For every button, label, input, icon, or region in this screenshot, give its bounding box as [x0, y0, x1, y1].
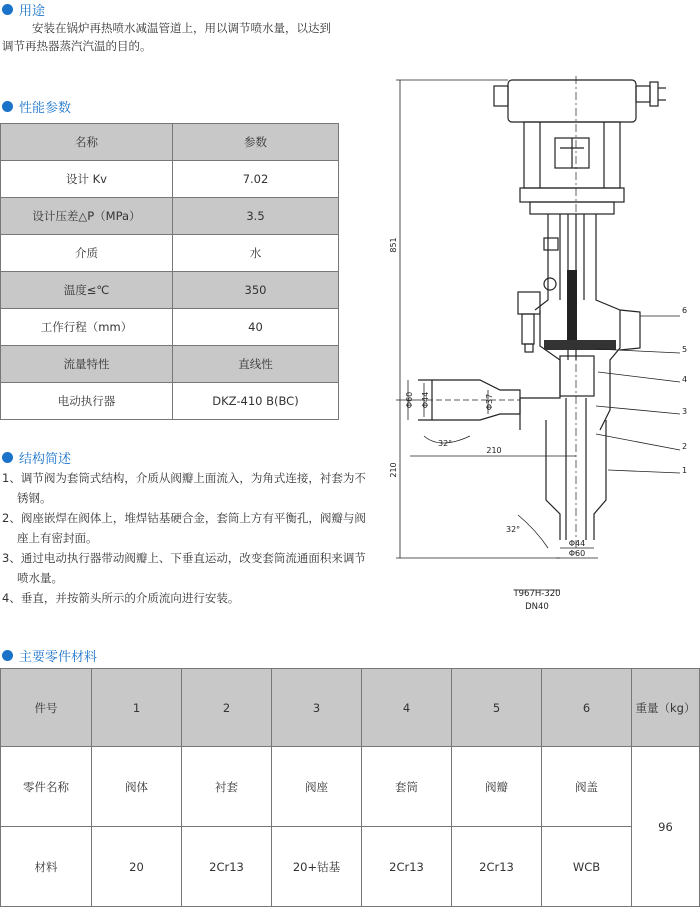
- table-row: [1, 747, 700, 827]
- param-name: 流量特性: [1, 346, 173, 383]
- part-label: 2: [682, 442, 688, 451]
- list-item: 2、阀座嵌焊在阀体上，堆焊钴基硬合金，套筒上方有平衡孔，阀瓣与阀座上有密封面。: [2, 511, 366, 545]
- part-label: 6: [682, 306, 688, 315]
- angle-outlet: 32°: [506, 525, 521, 534]
- table-row: [1, 198, 339, 235]
- part-no: 5: [452, 669, 542, 747]
- valve-yoke: [518, 214, 620, 360]
- usage-title: 用途: [2, 0, 45, 19]
- param-name: 温度≤℃: [1, 272, 173, 309]
- weight-label: 重量（kg）: [632, 669, 700, 747]
- param-name: 电动执行器: [1, 383, 173, 420]
- part-label: 5: [682, 345, 688, 354]
- part-no: 2: [182, 669, 272, 747]
- part-name: 阀体: [92, 747, 182, 827]
- dim-210-vertical: 210: [389, 462, 398, 478]
- part-material: WCB: [542, 827, 632, 907]
- part-name: 阀座: [272, 747, 362, 827]
- valve-body: [520, 310, 640, 540]
- param-name: 设计 Kv: [1, 161, 173, 198]
- table-row: [1, 272, 339, 309]
- param-value: 7.02: [173, 161, 339, 198]
- table-row: [1, 827, 700, 907]
- table-row: [1, 235, 339, 272]
- bullet-dot-icon: [2, 101, 13, 112]
- leader-lines: [596, 316, 680, 473]
- part-name: 阀瓣: [452, 747, 542, 827]
- part-no: 4: [362, 669, 452, 747]
- list-item: 4、垂直，并按箭头所示的介质流向进行安装。: [2, 591, 240, 605]
- param-name: 设计压差△P（MPa）: [1, 198, 173, 235]
- dim-phi44-outlet: Φ44: [568, 539, 586, 548]
- part-no: 1: [92, 669, 182, 747]
- params-table: [0, 123, 339, 420]
- part-no-label: 件号: [1, 669, 92, 747]
- table-row: [1, 309, 339, 346]
- params-title: 性能参数: [2, 97, 71, 116]
- dim-phi44-inlet: Φ44: [421, 391, 430, 409]
- part-name: 套筒: [362, 747, 452, 827]
- part-material: 20: [92, 827, 182, 907]
- list-item: 3、通过电动执行器带动阀瓣上、下垂直运动，改变套筒流通面积来调节喷水量。: [2, 551, 366, 585]
- material-label: 材料: [1, 827, 92, 907]
- bullet-dot-icon: [2, 650, 13, 661]
- valve-drawing: [380, 70, 700, 630]
- part-no: 3: [272, 669, 362, 747]
- materials-header-row: [1, 669, 700, 747]
- param-value: 水: [173, 235, 339, 272]
- actuator-body: [520, 122, 624, 214]
- usage-text: 安装在锅炉再热喷水减温管道上，用以调节喷水量，以达到调节再热器蒸汽汽温的目的。: [2, 21, 331, 53]
- bullet-dot-icon: [2, 4, 13, 15]
- dim-210-horizontal: 210: [486, 446, 502, 455]
- part-material: 2Cr13: [362, 827, 452, 907]
- param-value: 直线性: [173, 346, 339, 383]
- params-header-value: 参数: [173, 124, 339, 161]
- weight-value: 96: [632, 747, 700, 907]
- structure-list: [2, 468, 374, 608]
- part-label: 1: [682, 466, 688, 475]
- param-value: 40: [173, 309, 339, 346]
- param-value: 3.5: [173, 198, 339, 235]
- param-value: DKZ-410 B(BC): [173, 383, 339, 420]
- dim-851: 851: [389, 237, 398, 253]
- part-material: 2Cr13: [452, 827, 542, 907]
- part-name: 阀盖: [542, 747, 632, 827]
- param-name: 工作行程（mm）: [1, 309, 173, 346]
- part-label: 4: [682, 375, 688, 384]
- drawing-model: T967H-320: [513, 589, 561, 599]
- dim-phi60-outlet: Φ60: [568, 549, 586, 558]
- list-item: 1、调节阀为套筒式结构，介质从阀瓣上面流入，为角式连接，衬套为不锈钢。: [2, 471, 366, 505]
- table-row: [1, 383, 339, 420]
- part-label: 3: [682, 407, 688, 416]
- drawing-size: DN40: [525, 602, 549, 612]
- part-material: 2Cr13: [182, 827, 272, 907]
- params-header-row: [1, 124, 339, 161]
- table-row: [1, 161, 339, 198]
- part-no: 6: [542, 669, 632, 747]
- name-label: 零件名称: [1, 747, 92, 827]
- materials-title: 主要零件材料: [2, 646, 97, 665]
- part-name: 衬套: [182, 747, 272, 827]
- bullet-dot-icon: [2, 452, 13, 463]
- dim-phi37: Φ37: [485, 393, 494, 411]
- structure-title: 结构简述: [2, 448, 71, 467]
- params-header-name: 名称: [1, 124, 173, 161]
- inlet-nozzle: [418, 380, 520, 420]
- table-row: [1, 346, 339, 383]
- actuator-head: [494, 80, 666, 122]
- param-name: 介质: [1, 235, 173, 272]
- materials-table: [0, 668, 700, 907]
- param-value: 350: [173, 272, 339, 309]
- angle-inlet: 32°: [438, 439, 453, 448]
- part-material: 20+钴基: [272, 827, 362, 907]
- dim-phi60-inlet: Φ60: [405, 391, 414, 409]
